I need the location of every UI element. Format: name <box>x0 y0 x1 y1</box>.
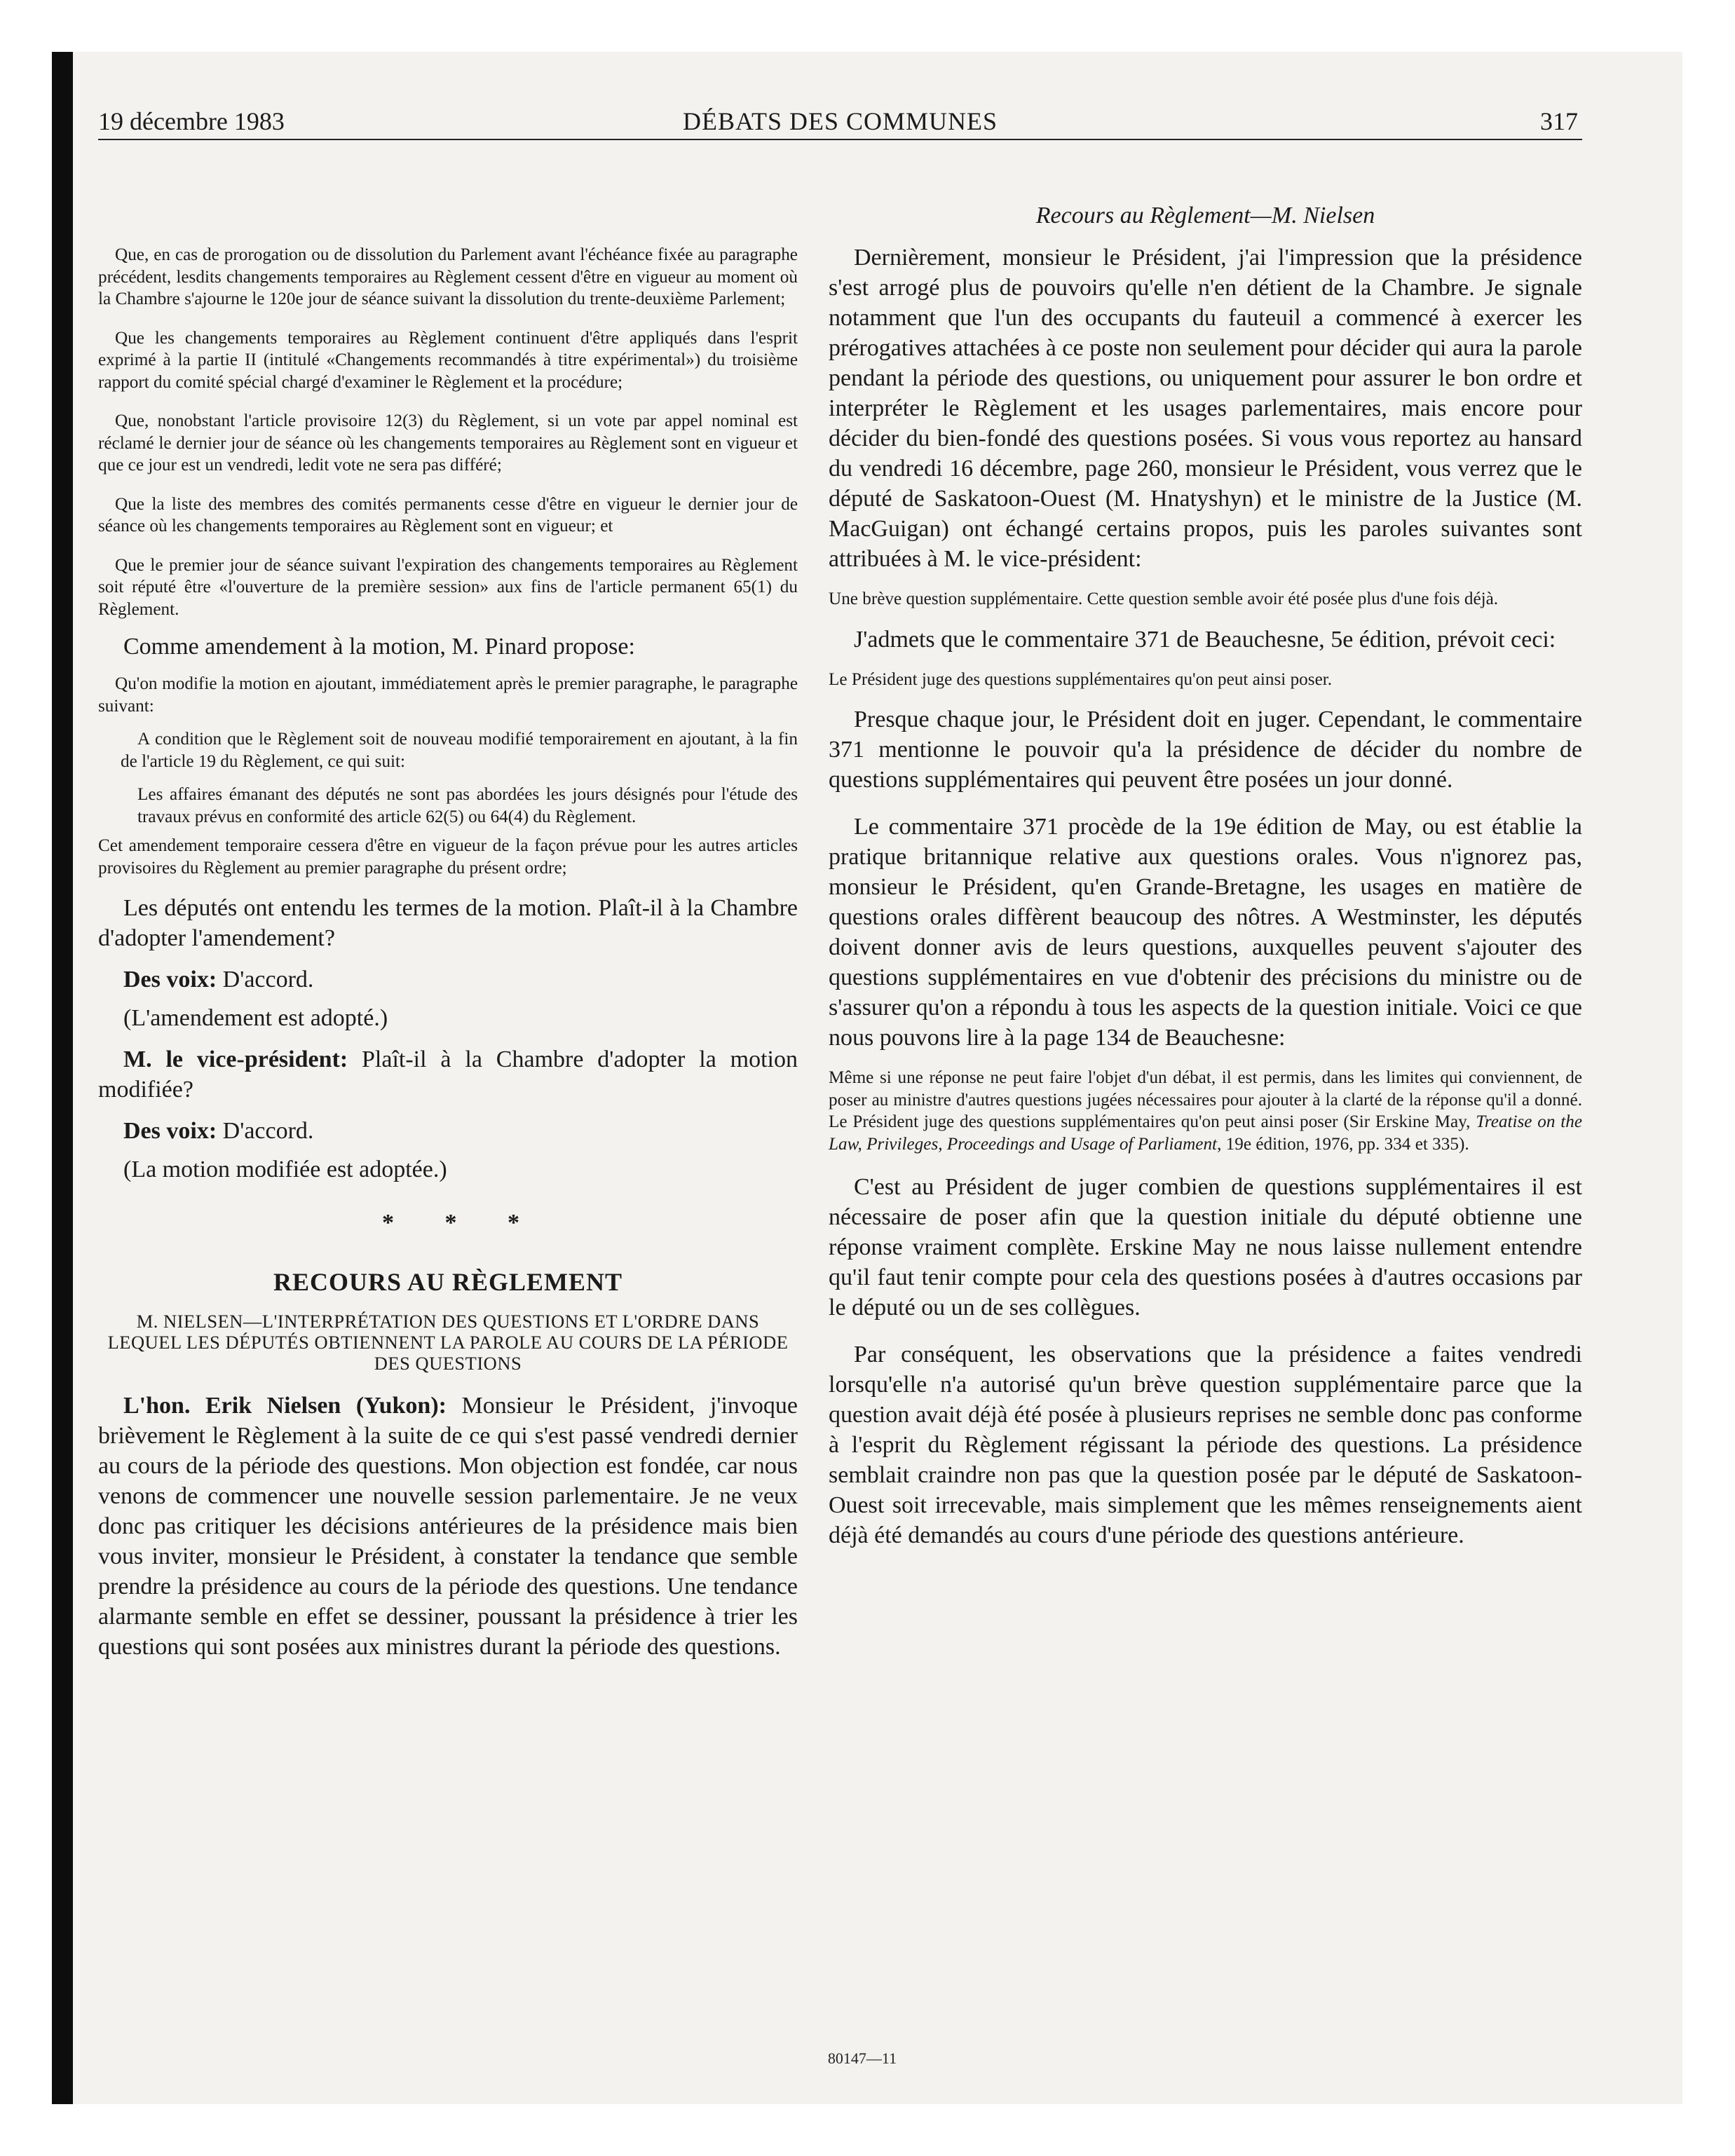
motion-paragraph-1: Que, en cas de prorogation ou de dissolution du Parlement avant l'échéance fixée au paragraphe précédent, lesdits changements temporaires au Règlement cessent d'être en vigueur au moment où la Chambre s'ajourne le 120e jour de séance suivant la dissolution du trente-deuxième Parlement; <box>98 245 798 308</box>
page-footer-code: 80147—11 <box>827 2049 897 2067</box>
header-date: 19 décembre 1983 <box>98 107 285 135</box>
page-header <box>98 104 1582 140</box>
left-column <box>98 146 798 1662</box>
right-paragraph-5: C'est au Président de juger combien de questions supplémentaires il est nécessaire de poser afin que la question initiale du député obtienne une réponse vraiment complète. Erskine May ne nous laisse nullement entendre qu'il faut tenir compte pour cela des questions posées à d'autres occasions par le député ou un de ses collègues. <box>829 1174 1582 1321</box>
motion-paragraph-2: Que les changements temporaires au Règlement continuent d'être appliqués dans l'esprit exprimé à la partie II (intitulé «Changements recommandés à titre expérimental») du troisième rapport du comité spécial chargé d'examiner le Règlement et la procédure; <box>98 328 798 392</box>
amendment-paragraph-2: A condition que le Règlement soit de nouveau modifié temporairement en ajoutant, à la fin de l'article 19 du Règlement, ce qui suit: <box>121 730 798 771</box>
right-paragraph-4: Le commentaire 371 procède de la 19e édition de May, ou est établie la pratique britannique relative aux questions orales. Vous n'ignorez pas, monsieur le Président, qu'en Grande-Bretagne, les usages en matière de questions orales diffèrent beaucoup des nôtres. A Westminster, les députés doivent donner avis de leurs questions, auxquelles peuvent s'ajouter des questions supplémentaires en vue d'obtenir des précisions du ministre ou de s'assurer qu'on a répondu à tous les aspects de la question initiale. Voici ce que nous pouvons lire à la page 134 de Beauchesne: <box>829 814 1582 1051</box>
quote-3 <box>829 1067 1582 1155</box>
speaker-text: Monsieur le Président, j'invoque brièvement le Règlement à la suite de ce qui s'est passé vendredi dernier au cours de la période des questions. Mon objection est fondée, car nous venons de commencer une nouvelle session parlementaire. Je ne veux donc pas critiquer les décisions antérieures de la présidence mais bien vous inviter, monsieur le Président, à constater la tendance que semble prendre la présidence au cours de la période des questions. Une tendance alarmante semble en effet se dessiner, poussant la présidence à trier les questions qui sont posées aux ministres durant la période des questions. <box>98 1393 798 1660</box>
voices-text-2: D'accord. <box>217 1118 314 1144</box>
right-paragraph-1: Dernièrement, monsieur le Président, j'ai l'impression que la présidence s'est arrogé plus de pouvoirs qu'elle n'en détient de la Chambre. Je signale notamment que l'un des occupants du fauteuil a commencé à exercer les prérogatives attachées à ce poste non seulement pour décider qui aura la parole pendant la période des questions, ou uniquement pour assurer le bon ordre et interpréter le Règlement et les usages parlementaires, mais encore pour décider du bien-fondé des questions posées. Si vous vous reportez au hansard du vendredi 16 décembre, page 260, monsieur le Président, vous verrez que le député de Saskatoon-Ouest (M. Hnatyshyn) et le ministre de la Justice (M. MacGuigan) ont échangé certains propos, puis les paroles suivantes sont attribuées à M. le vice-président: <box>829 245 1582 572</box>
header-title: DÉBATS DES COMMUNES <box>682 107 998 135</box>
motion-paragraph-3: Que, nonobstant l'article provisoire 12(3) du Règlement, si un vote par appel nominal est réclamé le dernier jour de séance où les changements temporaires au Règlement sont en vigueur et que ce jour est un vendredi, ledit vote ne sera pas différé; <box>98 411 798 475</box>
amendment-paragraph-1: Qu'on modifie la motion en ajoutant, immédiatement après le premier paragraphe, le paragraphe suivant: <box>98 674 798 716</box>
right-paragraph-6: Par conséquent, les observations que la présidence a faites vendredi lorsqu'elle n'a autorisé qu'un brève question supplémentaire parce que la question avait déjà été posée à plusieurs reprises ne semble donc pas conforme à l'esprit du Règlement régissant la période des questions. La présidence semblait craindre non pas que la question posée par le député de Saskatoon-Ouest soit irrecevable, mais simplement que les mêmes renseignements aient déjà été demandés au cours d'une période des questions antérieure. <box>829 1342 1582 1548</box>
quote-1: Une brève question supplémentaire. Cette question semble avoir été posée plus d'une fois déjà. <box>829 589 1499 608</box>
section-title: RECOURS AU RÈGLEMENT <box>273 1268 623 1296</box>
running-head: Recours au Règlement—M. Nielsen <box>1035 203 1375 228</box>
voices-response-1 <box>98 964 798 995</box>
motion-adopted: (La motion modifiée est adoptée.) <box>123 1157 447 1182</box>
quote-3-end: , 19e édition, 1976, pp. 334 et 335). <box>1217 1134 1469 1154</box>
quote-3-book-title: Treatise on the Law, Privileges, Proceedings and Usage of Parliament <box>829 1112 1582 1154</box>
speaker-label: L'hon. Erik Nielsen (Yukon): <box>123 1393 447 1419</box>
vice-president-label: M. le vice-président: <box>123 1046 348 1072</box>
motion-paragraph-5: Que le premier jour de séance suivant l'expiration des changements temporaires au Règlement soit réputé être «l'ouverture de la première session» aux fins de l'article permanent 65(1) du Règlement. <box>98 555 798 619</box>
section-subtitle: M. NIELSEN—L'INTERPRÉTATION DES QUESTIONS ET L'ORDRE DANS LEQUEL LES DÉPUTÉS OBTIENNENT LA PAROLE AU COURS DE LA PÉRIODE DES QUESTIONS <box>107 1311 789 1374</box>
page-binding-edge <box>52 52 73 2104</box>
vice-president-text: Plaît-il à la Chambre d'adopter la motion modifiée? <box>98 1046 798 1103</box>
amendment-intro: Comme amendement à la motion, M. Pinard propose: <box>123 634 635 660</box>
quote-3-start: Même si une réponse ne peut faire l'objet d'un débat, il est permis, dans les limites qui conviennent, de poser au ministre d'autres questions jugées nécessaires pour ajouter à la clarté de la réponse qu'il a donné. Le Président juge des questions supplémentaires qu'on peut ainsi poser (Sir Erskine May, <box>829 1068 1582 1131</box>
voices-text-1: D'accord. <box>217 967 314 992</box>
quote-2: Le Président juge des questions supplémentaires qu'on peut ainsi poser. <box>829 669 1333 689</box>
voices-label-2: Des voix: <box>123 1118 217 1144</box>
vice-president-question <box>98 1044 798 1105</box>
amendment-paragraph-4: Cet amendement temporaire cessera d'être en vigueur de la façon prévue pour les autres articles provisoires du Règlement au premier paragraphe du présent ordre; <box>98 836 798 878</box>
right-paragraph-3: Presque chaque jour, le Président doit en juger. Cependant, le commentaire 371 mentionne le pouvoir qu'a la présidence de décider du nombre de questions supplémentaires qui peuvent être posées un jour donné. <box>829 707 1582 793</box>
amendment-paragraph-3: Les affaires émanant des députés ne sont pas abordées les jours désignés pour l'étude des travaux prévus en conformité des article 62(5) ou 64(4) du Règlement. <box>137 785 798 826</box>
speaker-intervention <box>98 1391 798 1662</box>
section-separator: * * * <box>382 1210 542 1236</box>
question-to-house: Les députés ont entendu les termes de la motion. Plaît-il à la Chambre d'adopter l'amendement? <box>98 895 798 951</box>
amendment-adopted: (L'amendement est adopté.) <box>123 1005 388 1031</box>
header-page-number: 317 <box>1540 107 1578 135</box>
voices-label-1: Des voix: <box>123 967 217 992</box>
right-paragraph-2: J'admets que le commentaire 371 de Beauchesne, 5e édition, prévoit ceci: <box>854 626 1556 653</box>
motion-paragraph-4: Que la liste des membres des comités permanents cesse d'être en vigueur le dernier jour de séance où les changements temporaires au Règlement sont en vigueur; et <box>98 494 798 535</box>
right-column <box>829 146 1582 1550</box>
voices-response-2 <box>98 1116 798 1146</box>
